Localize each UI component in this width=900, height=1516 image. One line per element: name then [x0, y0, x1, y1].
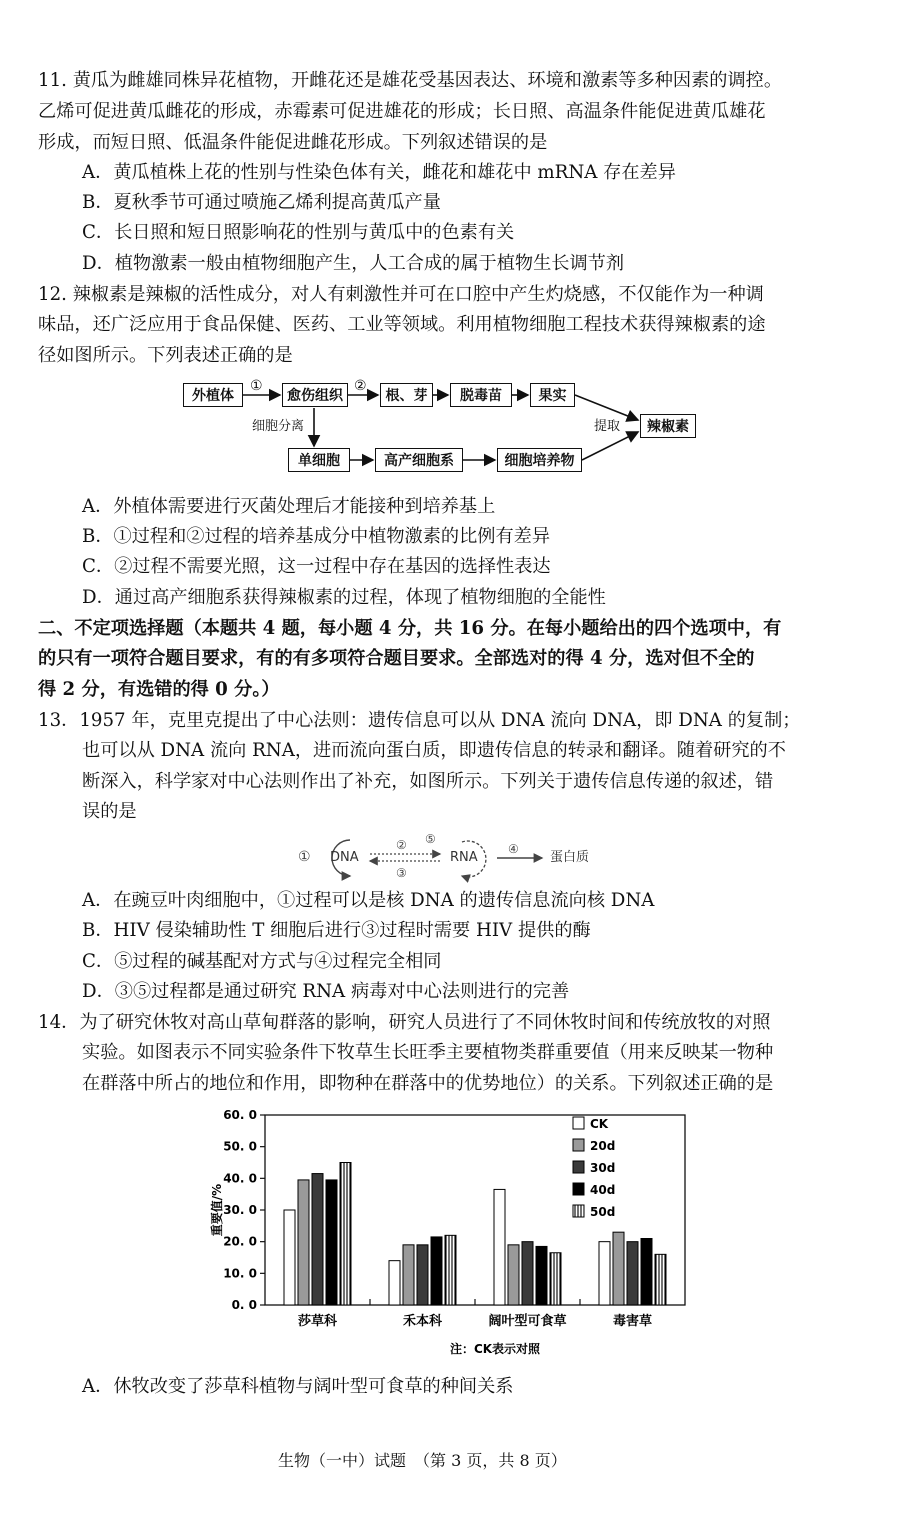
x-category-label: 莎草科	[297, 1314, 338, 1329]
section2-heading-line-3: 得 2 分，有选错的得 0 分。）	[38, 679, 280, 700]
y-tick-label: 10. 0	[223, 1266, 257, 1281]
bar-30d	[627, 1242, 638, 1305]
section2-heading-line-1: 二、不定项选择题（本题共 4 题，每小题 4 分，共 16 分。在每小题给出的四个选项中，有	[38, 618, 782, 639]
bar-CK	[599, 1242, 610, 1305]
q14-stem-line-3: 在群落中所占的地位和作用，即物种在群落中的优势地位）的关系。下列叙述正确的是	[82, 1073, 774, 1094]
bar-CK	[389, 1261, 400, 1305]
q12-stem-line-2: 味品，还广泛应用于食品保健、医药、工业等领域。利用植物细胞工程技术获得辣椒素的途	[38, 314, 766, 335]
box-high-yield-line: 高产细胞系	[375, 448, 463, 472]
q13-stem-line-4: 误的是	[82, 801, 137, 822]
importance-value-bar-chart	[205, 1105, 705, 1355]
q13-option-c: C．⑤过程的碱基配对方式与④过程完全相同	[82, 951, 442, 972]
q14-stem-line-2: 实验。如图表示不同实验条件下牧草生长旺季主要植物类群重要值（用来反映某一物种	[82, 1042, 774, 1063]
central-dogma-diagram	[292, 828, 612, 888]
bar-CK	[494, 1189, 505, 1305]
dogma-step-4: ④	[508, 842, 519, 856]
q13-stem-line-1: 13．1957 年，克里克提出了中心法则：遗传信息可以从 DNA 流向 DNA，即 DNA 的复制；	[38, 710, 801, 731]
q11-stem-line-2: 乙烯可促进黄瓜雌花的形成，赤霉素可促进雄花的形成；长日照、高温条件能促进黄瓜雄花	[38, 101, 766, 122]
bar-30d	[417, 1245, 428, 1305]
extract-label: 提取	[594, 419, 621, 434]
legend-label-CK: CK	[590, 1117, 609, 1131]
y-tick-label: 50. 0	[223, 1139, 257, 1154]
dogma-step-2: ②	[396, 838, 407, 852]
dogma-step-1: ①	[298, 849, 311, 865]
bar-50d	[655, 1254, 666, 1305]
y-axis-label: 重要值/%	[210, 1183, 224, 1237]
q11-stem-line-1: 11. 黄瓜为雌雄同株异花植物，开雌花还是雄花受基因表达、环境和激素等多种因素的调控。	[38, 70, 783, 91]
dogma-step-5: ⑤	[425, 832, 436, 846]
box-fruit: 果实	[530, 383, 575, 407]
bar-30d	[522, 1242, 533, 1305]
q13-stem-line-3: 断深入，科学家对中心法则作出了补充，如图所示。下列关于遗传信息传递的叙述，错	[82, 771, 774, 792]
legend-swatch-40d	[573, 1183, 584, 1195]
bar-20d	[508, 1245, 519, 1305]
step-2-label: ②	[354, 378, 367, 394]
dogma-step-3: ③	[396, 866, 407, 880]
legend-label-30d: 30d	[590, 1161, 616, 1175]
legend-swatch-CK	[573, 1117, 584, 1129]
bar-20d	[613, 1232, 624, 1305]
legend-label-50d: 50d	[590, 1205, 616, 1219]
box-single-cell: 单细胞	[288, 448, 350, 472]
q14-option-a: A．休牧改变了莎草科植物与阔叶型可食草的种间关系	[82, 1376, 514, 1397]
dogma-rna-label: RNA	[450, 850, 478, 865]
x-category-label: 阔叶型可食草	[488, 1314, 567, 1329]
box-root-bud: 根、芽	[380, 383, 433, 407]
x-category-label: 毒害草	[612, 1314, 653, 1329]
bar-30d	[312, 1174, 323, 1305]
y-tick-label: 40. 0	[223, 1171, 257, 1186]
q12-option-c: C．②过程不需要光照，这一过程中存在基因的选择性表达	[82, 556, 551, 577]
q11-option-d: D．植物激素一般由植物细胞产生，人工合成的属于植物生长调节剂	[82, 253, 625, 274]
dogma-protein-label: 蛋白质	[550, 850, 590, 865]
bar-50d	[550, 1253, 561, 1305]
q13-stem-line-2: 也可以从 DNA 流向 RNA，进而流向蛋白质，即遗传信息的转录和翻译。随着研究的不	[82, 740, 786, 761]
box-capsaicin: 辣椒素	[640, 414, 696, 438]
q14-stem-line-1: 14．为了研究休牧对高山草甸群落的影响，研究人员进行了不同休牧时间和传统放牧的对照	[38, 1012, 771, 1033]
box-explant: 外植体	[183, 383, 243, 407]
legend-label-40d: 40d	[590, 1183, 616, 1197]
q13-option-d: D．③⑤过程都是通过研究 RNA 病毒对中心法则进行的完善	[82, 981, 570, 1002]
q11-option-c: C．长日照和短日照影响花的性别与黄瓜中的色素有关	[82, 222, 515, 243]
chart-note: 注：CK表示对照	[449, 1342, 541, 1355]
q12-stem-line-3: 径如图所示。下列表述正确的是	[38, 345, 293, 366]
q11-option-b: B．夏秋季节可通过喷施乙烯利提高黄瓜产量	[82, 192, 441, 213]
bar-20d	[403, 1245, 414, 1305]
q11-option-a: A．黄瓜植株上花的性别与性染色体有关，雌花和雄花中 mRNA 存在差异	[82, 162, 676, 183]
box-cell-culture: 细胞培养物	[497, 448, 582, 472]
q12-option-d: D．通过高产细胞系获得辣椒素的过程，体现了植物细胞的全能性	[82, 587, 606, 608]
legend-label-20d: 20d	[590, 1139, 616, 1153]
q12-option-a: A．外植体需要进行灭菌处理后才能接种到培养基上	[82, 496, 496, 517]
bar-40d	[536, 1246, 547, 1305]
page-footer: 生物（一中）试题 （第 3 页，共 8 页）	[278, 1451, 567, 1470]
box-virus-free-seedling: 脱毒苗	[450, 383, 512, 407]
section2-heading-line-2: 的只有一项符合题目要求，有的有多项符合题目要求。全部选对的得 4 分，选对但不全的	[38, 648, 755, 669]
y-tick-label: 30. 0	[223, 1203, 257, 1217]
bar-40d	[641, 1239, 652, 1306]
box-callus: 愈伤组织	[282, 383, 348, 407]
legend-swatch-50d	[573, 1205, 584, 1217]
x-category-label: 禾本科	[402, 1314, 443, 1329]
q12-option-b: B．①过程和②过程的培养基成分中植物激素的比例有差异	[82, 526, 551, 547]
y-tick-label: 0. 0	[231, 1298, 257, 1312]
legend-swatch-20d	[573, 1139, 584, 1151]
legend-swatch-30d	[573, 1161, 584, 1173]
bar-50d	[340, 1163, 351, 1306]
cell-separation-label: 细胞分离	[252, 419, 305, 434]
q13-option-b: B．HIV 侵染辅助性 T 细胞后进行③过程时需要 HIV 提供的酶	[82, 920, 591, 941]
bar-50d	[445, 1235, 456, 1305]
bar-CK	[284, 1210, 295, 1305]
q13-option-a: A．在豌豆叶肉细胞中，①过程可以是核 DNA 的遗传信息流向核 DNA	[82, 890, 655, 911]
capsaicin-flow-diagram	[180, 380, 700, 480]
bar-20d	[298, 1180, 309, 1305]
bar-40d	[431, 1237, 442, 1305]
y-tick-label: 60. 0	[223, 1108, 257, 1122]
q11-stem-line-3: 形成，而短日照、低温条件能促进雌花形成。下列叙述错误的是	[38, 132, 548, 153]
step-1-label: ①	[250, 378, 263, 394]
q12-stem-line-1: 12. 辣椒素是辣椒的活性成分，对人有刺激性并可在口腔中产生灼烧感，不仅能作为一种调	[38, 284, 764, 305]
bar-40d	[326, 1180, 337, 1305]
y-tick-label: 20. 0	[223, 1234, 257, 1249]
dogma-dna-label: DNA	[330, 850, 359, 865]
